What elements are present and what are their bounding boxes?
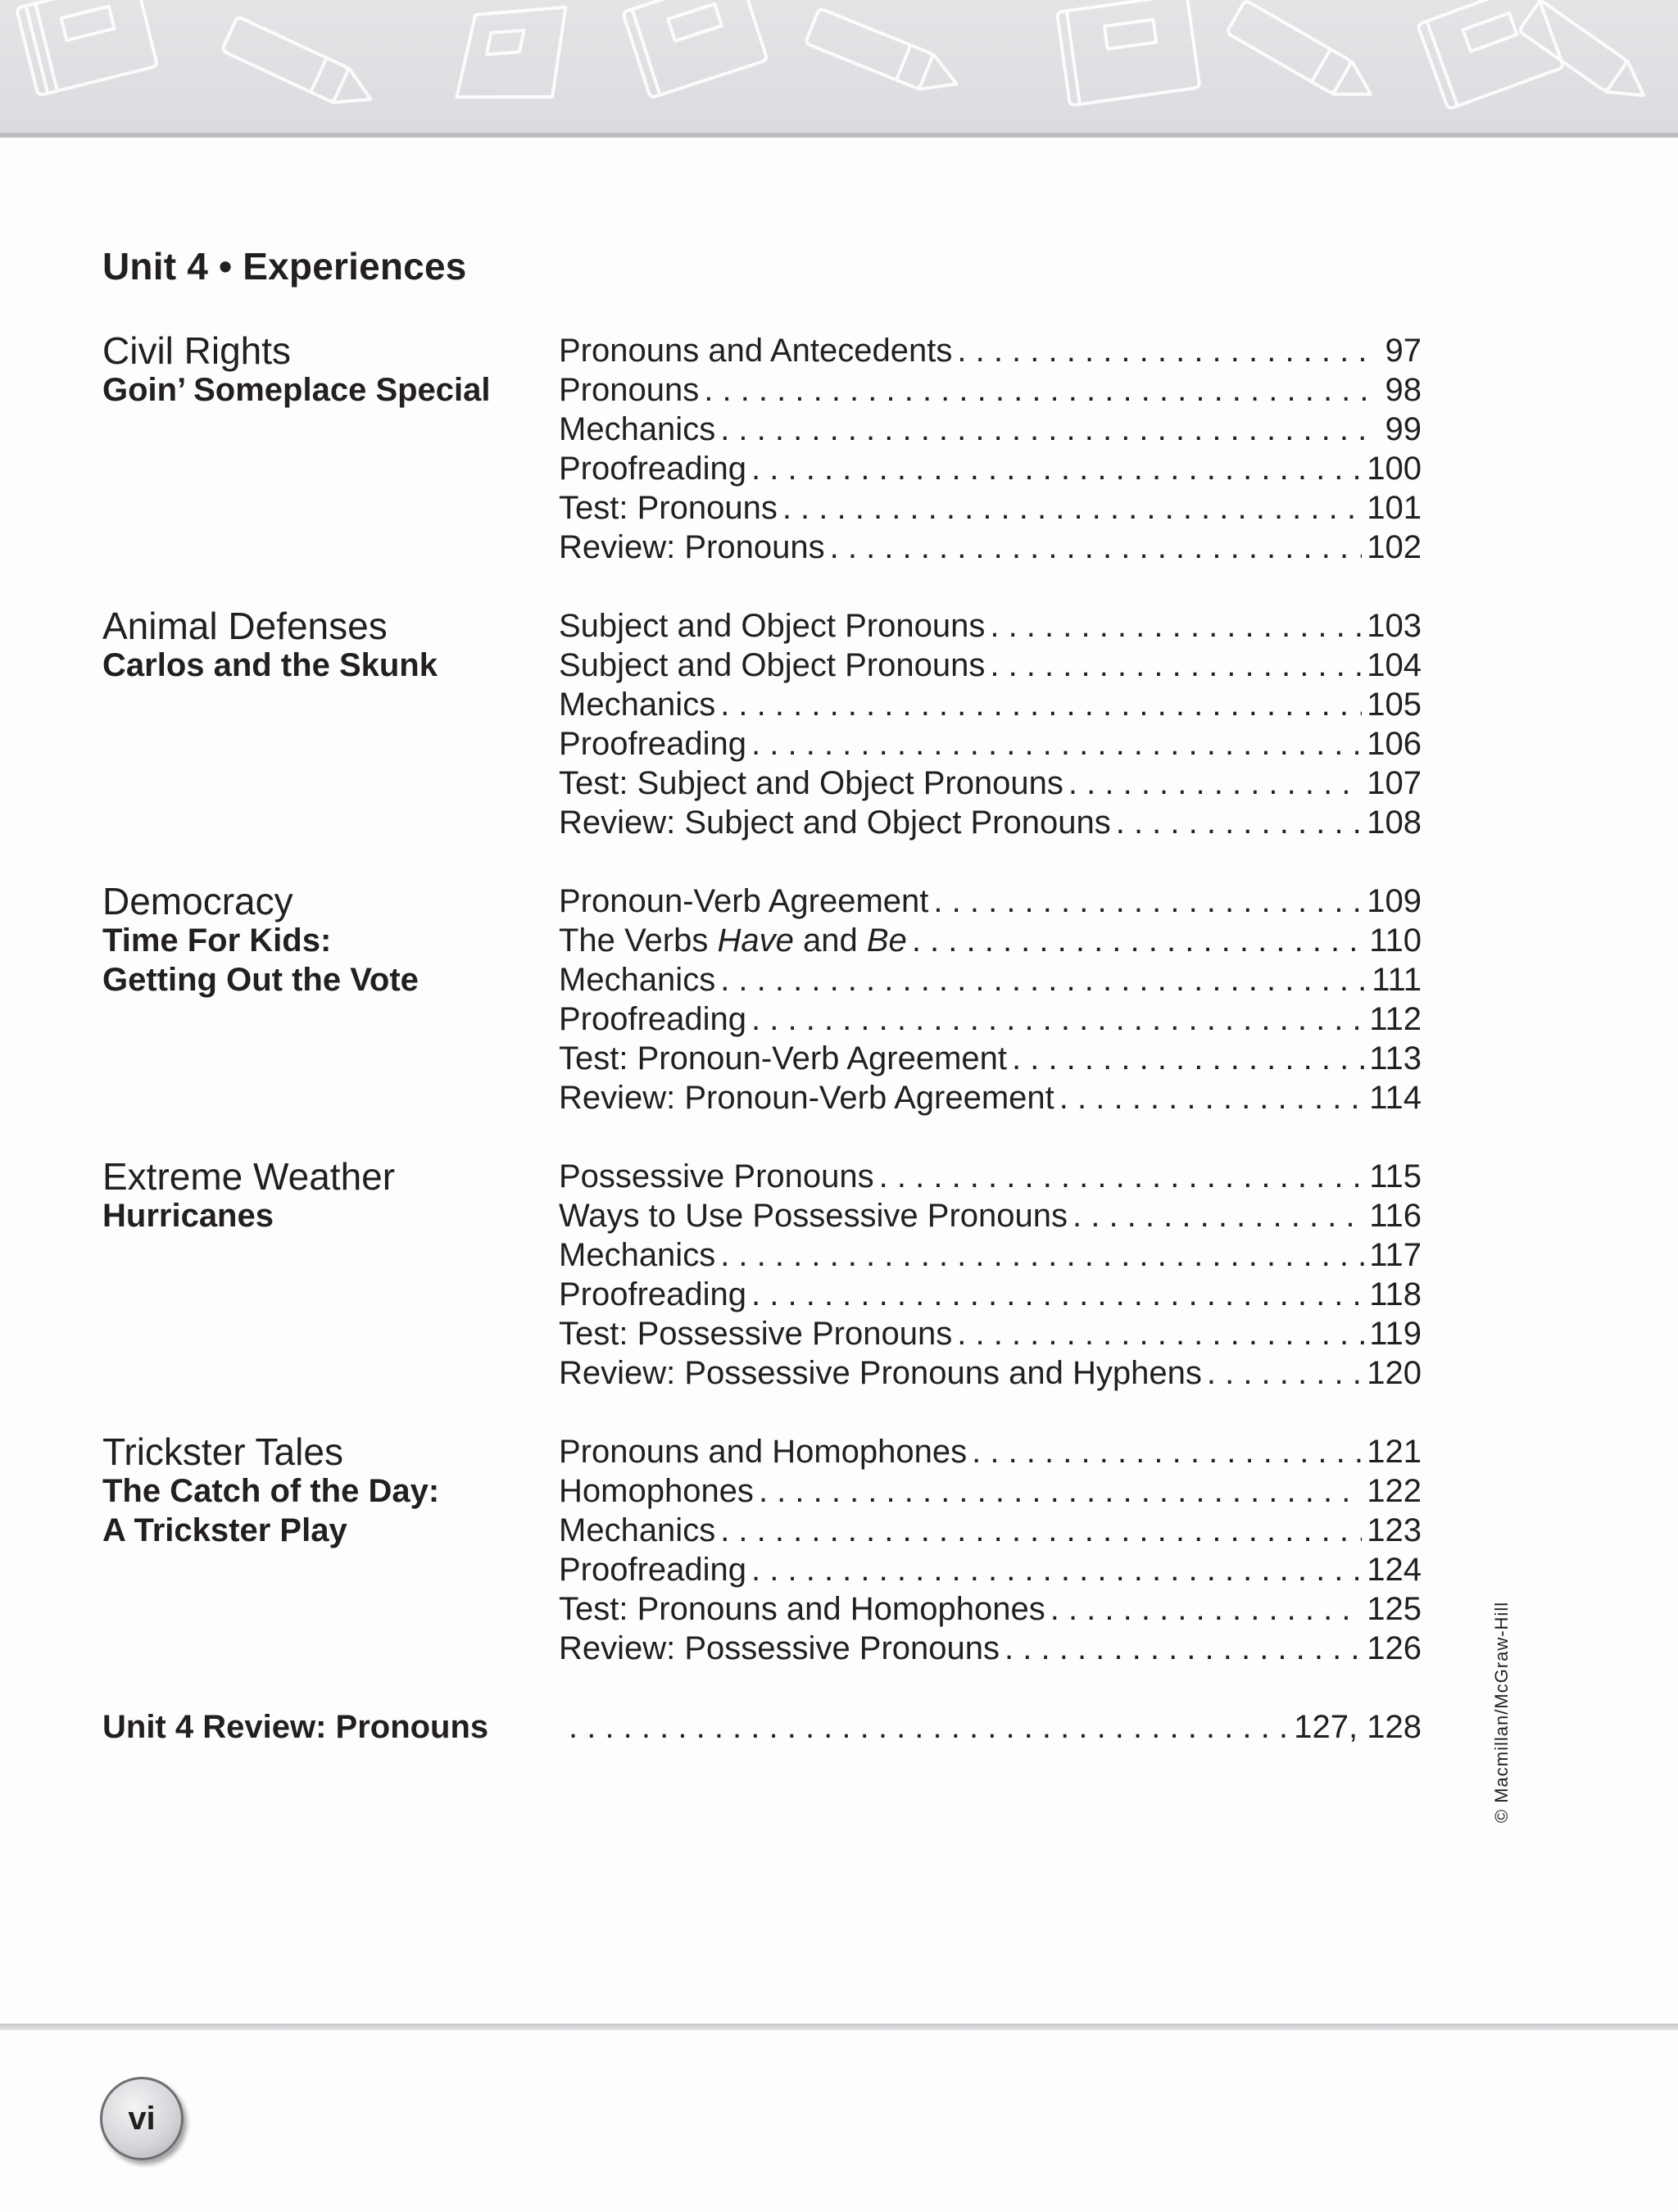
entry-page-number: 110 [1369,922,1422,959]
dot-leader [912,921,1364,960]
toc-entry [559,1275,1422,1314]
entry-list [559,1157,1422,1393]
copyright-notice: © Macmillan/McGraw-Hill [1491,1601,1512,1824]
entry-list [559,882,1422,1117]
toc-entry [559,921,1422,960]
unit-review-pages: 127, 128 [1294,1709,1422,1745]
toc-section [102,1157,1422,1393]
dot-leader [720,410,1366,449]
unit-review-title: Unit 4 Review: Pronouns [102,1709,489,1745]
story-title: Carlos and the Skunk [102,647,438,683]
entry-label: Pronouns [559,372,700,408]
unit-review-row [559,1707,1422,1747]
dot-leader [720,685,1362,724]
pencil-doodle [222,16,379,116]
entry-label: Review: Pronouns [559,529,825,565]
theme-title: Animal Defenses [102,605,388,647]
entry-label: Mechanics [559,411,716,447]
entry-label: Test: Possessive Pronouns [559,1316,953,1352]
table-of-contents [102,331,1422,1747]
entry-label: Review: Possessive Pronouns [559,1630,1000,1666]
entry-list [559,1432,1422,1668]
toc-entry [559,685,1422,724]
entry-label: Proofreading [559,726,747,762]
unit-review-section [102,1707,1422,1747]
toc-section [102,1432,1422,1668]
entry-label: Pronouns and Homophones [559,1434,968,1470]
entry-label: Proofreading [559,1276,747,1312]
entry-label: Ways to Use Possessive Pronouns [559,1198,1068,1234]
toc-entry [559,410,1422,449]
dot-leader [720,960,1366,999]
toc-entry [559,764,1422,803]
entry-page-number: 121 [1367,1434,1422,1470]
toc-entry [559,803,1422,842]
section-heading [102,1432,559,1668]
toc-entry [559,1432,1422,1471]
toc-entry [559,960,1422,999]
pencil-doodle [1519,0,1655,111]
entry-page-number: 101 [1367,490,1422,526]
entry-label: The Verbs Have and Be [559,922,907,959]
unit-heading: Unit 4 • Experiences [102,245,467,288]
entry-label: Review: Possessive Pronouns and Hyphens [559,1355,1202,1391]
section-heading [102,882,559,1117]
toc-sections [102,331,1422,1668]
section-heading [102,606,559,842]
dot-leader [751,449,1362,488]
toc-entry [559,1196,1422,1235]
entry-page-number: 125 [1367,1591,1422,1627]
dot-leader [972,1432,1362,1471]
dot-leader [1050,1589,1363,1629]
entry-page-number: 97 [1385,333,1422,369]
entry-page-number: 126 [1367,1630,1422,1666]
pencil-doodle [1227,0,1381,111]
toc-entry [559,1039,1422,1078]
entry-label: Subject and Object Pronouns [559,647,986,683]
story-title: Time For Kids: [102,922,332,959]
entry-label: Test: Pronouns [559,490,778,526]
entry-label: Proofreading [559,1001,747,1037]
entry-list [559,606,1422,842]
pencil-doodle [805,8,964,102]
entry-page-number: 118 [1369,1276,1422,1312]
entry-label: Mechanics [559,962,716,998]
dot-leader [1068,764,1362,803]
entry-list [559,331,1422,567]
entry-label: Mechanics [559,1512,716,1548]
dot-leader [1005,1629,1362,1668]
dot-leader [879,1157,1365,1196]
theme-title: Trickster Tales [102,1430,343,1473]
entry-page-number: 120 [1367,1355,1422,1391]
toc-section [102,606,1422,842]
notebook-doodle [16,0,157,96]
entry-page-number: 104 [1367,647,1422,683]
toc-entry [559,1353,1422,1393]
toc-entry [559,370,1422,410]
toc-section [102,882,1422,1117]
entry-page-number: 99 [1385,411,1422,447]
theme-title: Civil Rights [102,329,292,372]
toc-entry [559,646,1422,685]
story-title: The Catch of the Day: [102,1473,440,1509]
entry-page-number: 106 [1367,726,1422,762]
theme-title: Democracy [102,880,293,922]
book-doodle [1057,0,1200,106]
entry-label: Review: Subject and Object Pronouns [559,805,1111,841]
toc-entry [559,1589,1422,1629]
notebook-doodle [623,0,768,98]
entry-page-number: 114 [1369,1080,1422,1116]
entry-page-number: 116 [1369,1198,1422,1234]
dot-leader [1012,1039,1364,1078]
toc-entry [559,1550,1422,1589]
section-heading [102,1157,559,1393]
entry-page-number: 112 [1369,1001,1422,1037]
entry-page-number: 102 [1367,529,1422,565]
toc-entry [559,606,1422,646]
story-title: Getting Out the Vote [102,962,419,998]
footer-rule [0,2024,1678,2030]
toc-entry [559,1629,1422,1668]
dot-leader [1073,1196,1364,1235]
entry-label: Test: Pronoun-Verb Agreement [559,1040,1007,1077]
dot-leader [782,488,1362,528]
entry-page-number: 105 [1367,687,1422,723]
toc-entry [559,488,1422,528]
notebook-doodle [1417,0,1564,109]
page-number-badge [100,2077,184,2160]
entry-page-number: 115 [1369,1158,1422,1194]
theme-title: Extreme Weather [102,1155,396,1198]
dot-leader [759,1471,1362,1511]
story-title: Hurricanes [102,1198,274,1234]
dot-leader [990,606,1362,646]
entry-label: Proofreading [559,451,747,487]
toc-entry [559,331,1422,370]
toc-entry [559,1511,1422,1550]
story-title: Goin’ Someplace Special [102,372,491,408]
entry-label: Test: Subject and Object Pronouns [559,765,1063,801]
toc-entry [559,1314,1422,1353]
toc-entry [559,882,1422,921]
entry-label: Possessive Pronouns [559,1158,874,1194]
entry-label: Proofreading [559,1552,747,1588]
entry-label: Pronoun-Verb Agreement [559,883,929,919]
entry-page-number: 109 [1367,883,1422,919]
dot-leader [569,1707,1289,1747]
dot-leader [990,646,1362,685]
toc-entry [559,999,1422,1039]
school-supplies-pattern [0,0,1678,133]
dot-leader [751,999,1364,1039]
story-title: A Trickster Play [102,1512,347,1548]
dot-leader [751,724,1362,764]
entry-page-number: 123 [1367,1512,1422,1548]
dot-leader [704,370,1366,410]
entry-page-number: 103 [1367,608,1422,644]
toc-section [102,331,1422,567]
entry-page-number: 111 [1372,962,1422,998]
book-doodle [443,0,581,113]
page-number: vi [128,2100,156,2137]
toc-entry [559,449,1422,488]
dot-leader [933,882,1362,921]
entry-page-number: 107 [1367,765,1422,801]
dot-leader [1207,1353,1362,1393]
dot-leader [720,1511,1362,1550]
entry-page-number: 100 [1367,451,1422,487]
toc-entry [559,1471,1422,1511]
entry-label: Mechanics [559,1237,716,1273]
entry-label: Mechanics [559,687,716,723]
decorative-header-band [0,0,1678,138]
toc-entry [559,528,1422,567]
dot-leader [957,1314,1364,1353]
entry-page-number: 113 [1369,1040,1422,1077]
toc-entry [559,724,1422,764]
entry-label: Homophones [559,1473,754,1509]
dot-leader [751,1550,1362,1589]
dot-leader [1059,1078,1364,1117]
entry-label: Pronouns and Antecedents [559,333,953,369]
entry-page-number: 119 [1369,1316,1422,1352]
entry-page-number: 117 [1369,1237,1422,1273]
entry-label: Test: Pronouns and Homophones [559,1591,1045,1627]
toc-entry [559,1157,1422,1196]
entry-label: Subject and Object Pronouns [559,608,986,644]
dot-leader [830,528,1363,567]
dot-leader [957,331,1366,370]
entry-page-number: 98 [1385,372,1422,408]
section-heading [102,331,559,567]
entry-label: Review: Pronoun-Verb Agreement [559,1080,1054,1116]
toc-entry [559,1078,1422,1117]
toc-entry [559,1235,1422,1275]
dot-leader [751,1275,1364,1314]
dot-leader [720,1235,1364,1275]
dot-leader [1116,803,1363,842]
entry-page-number: 124 [1367,1552,1422,1588]
entry-page-number: 108 [1367,805,1422,841]
entry-page-number: 122 [1367,1473,1422,1509]
